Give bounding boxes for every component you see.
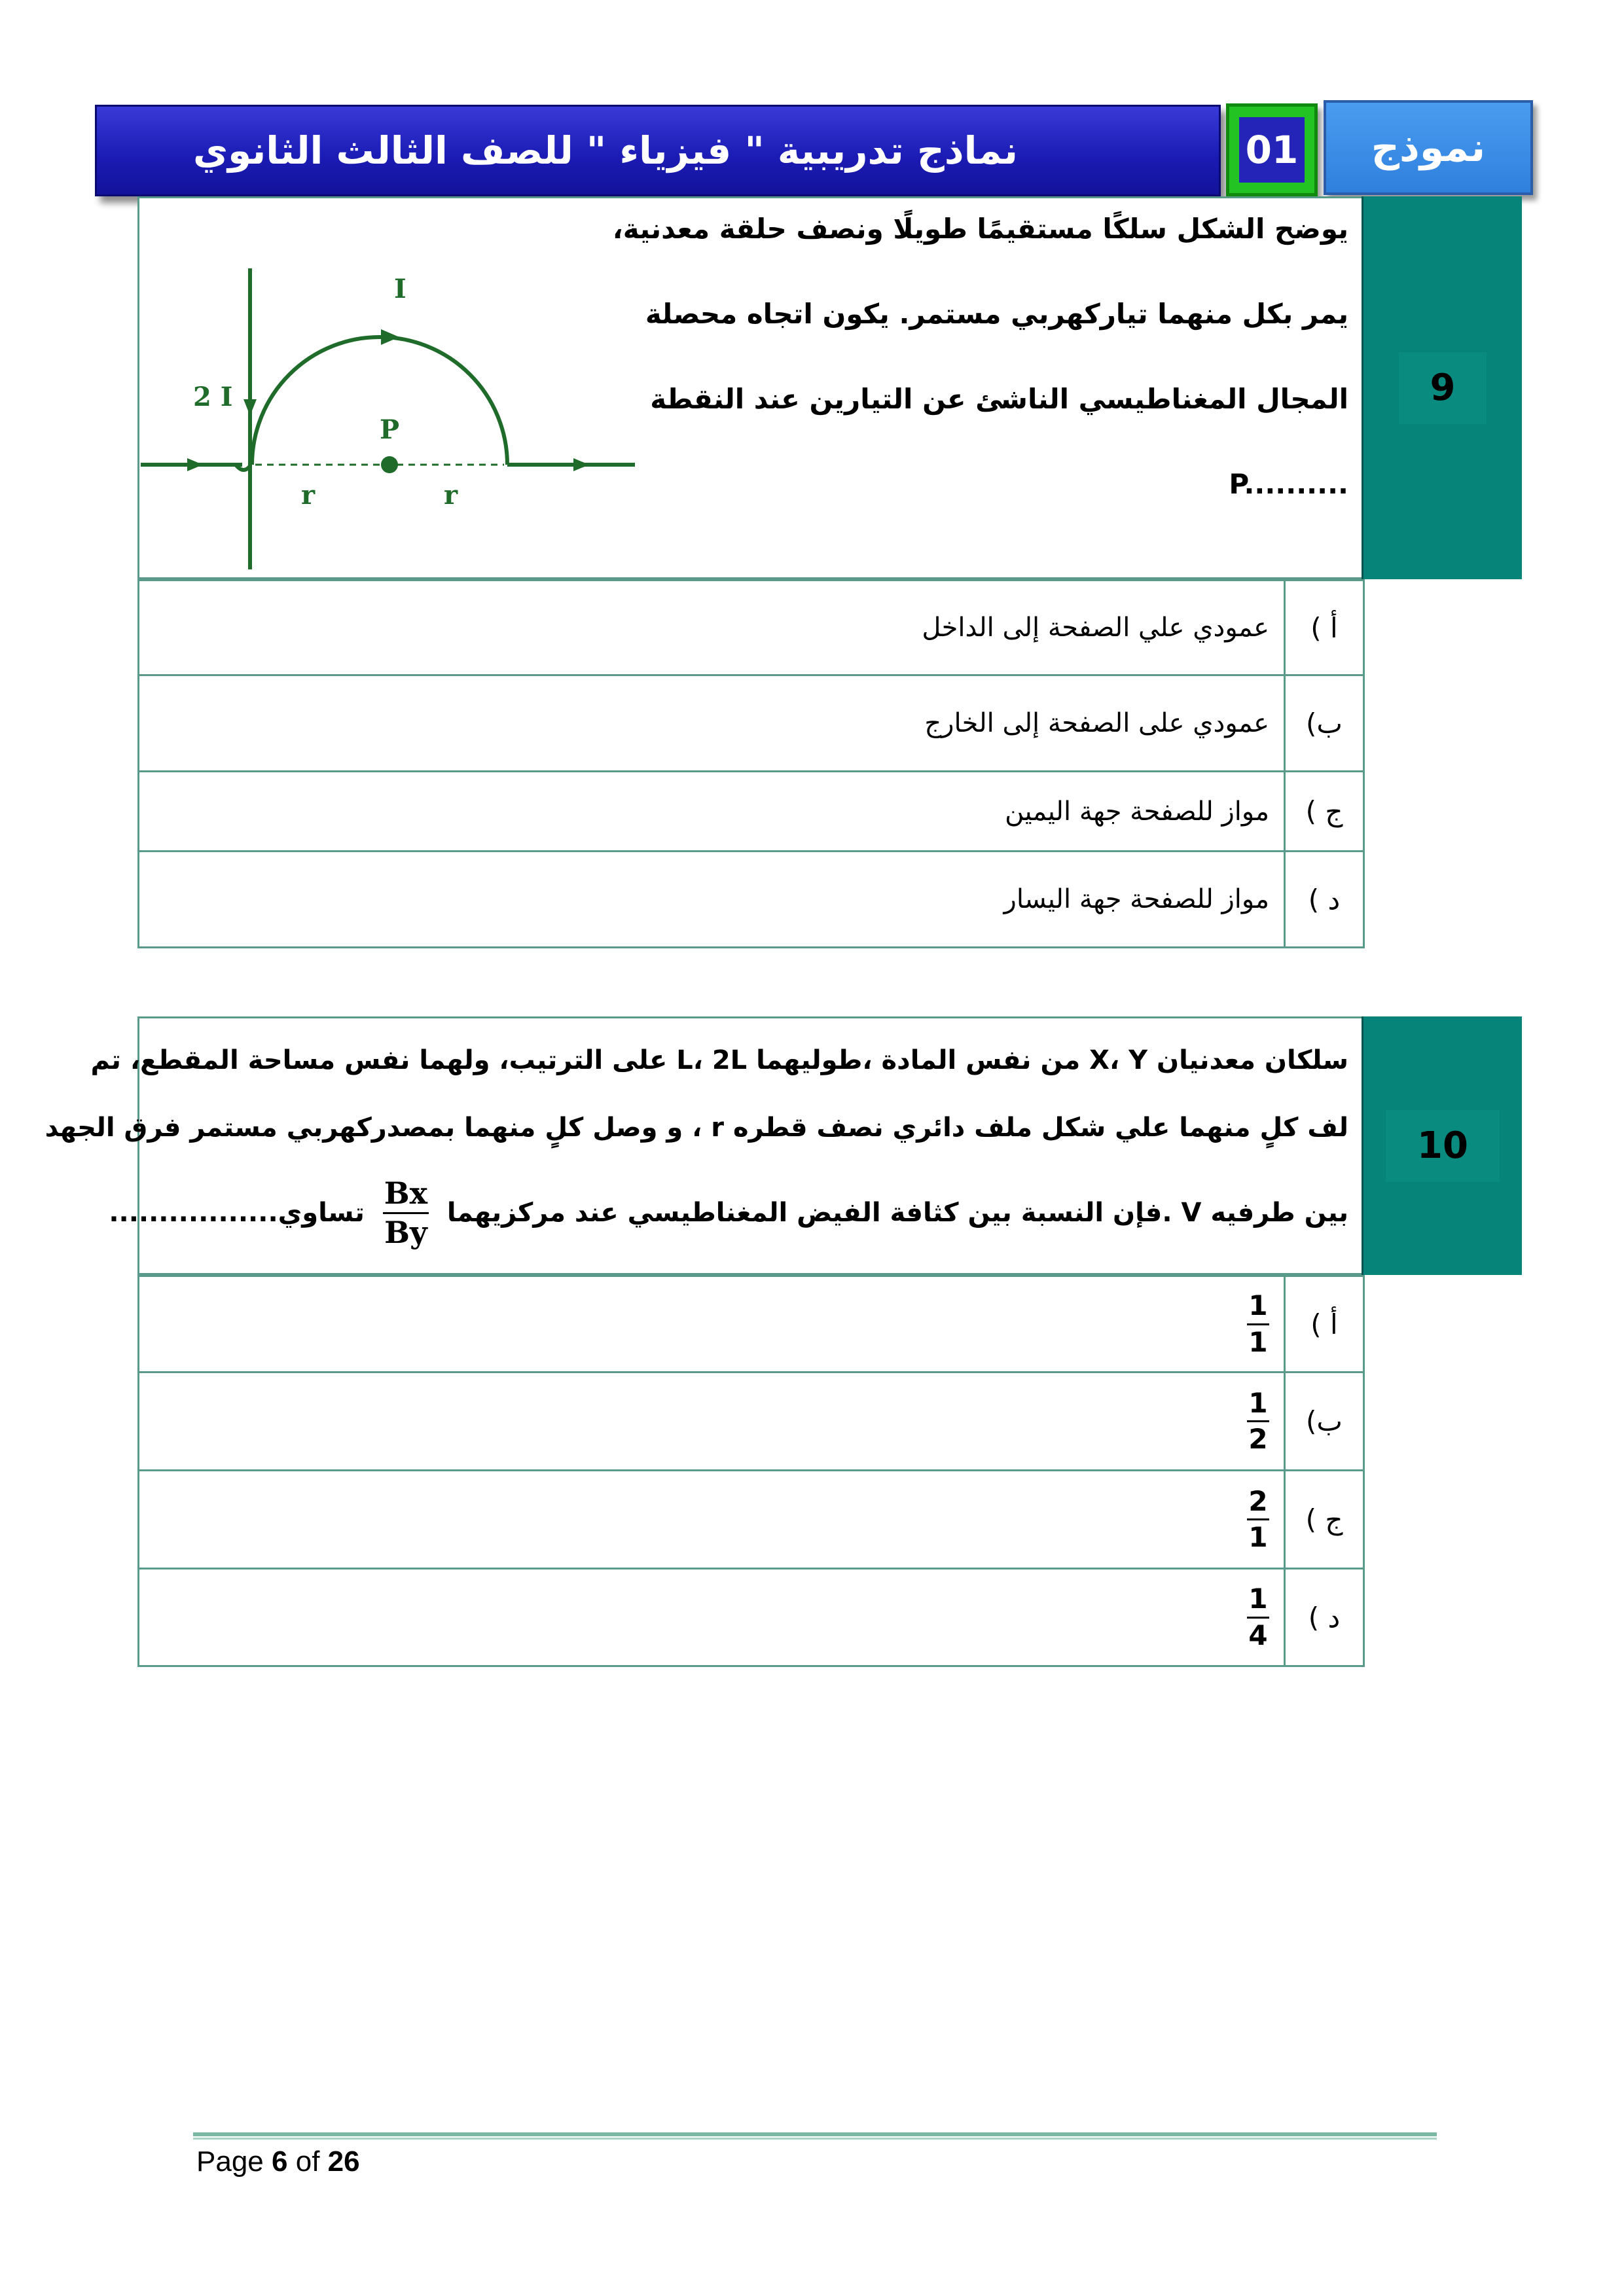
q9-choice-b[interactable]	[137, 674, 1365, 772]
label-radius-left: r	[301, 480, 316, 511]
q10-choice-c-label: ج )	[1284, 1471, 1363, 1568]
label-point-p: P	[380, 414, 400, 445]
arrow-lead-left	[187, 458, 203, 471]
half-ring	[252, 337, 507, 465]
question-9-figure	[137, 255, 648, 576]
question-9-line-1: يوضح الشكل سلكًا مستقيمًا طويلًا ونصف حلقة معدنية،	[612, 213, 1348, 245]
header-title: نماذج تدريبية " فيزياء " للصف الثالث الثانوي	[192, 128, 1019, 173]
question-10-line-1: سلكان معدنيان X، Y من نفس المادة ،طوليهما L، 2L على الترتيب، ولهما نفس مساحة المقطع، تم	[90, 1045, 1348, 1075]
q9-choice-c[interactable]	[137, 770, 1365, 852]
q10-choice-b-label: ب)	[1284, 1373, 1363, 1469]
q10-choice-c[interactable]	[137, 1469, 1365, 1570]
q9-choice-c-text: مواز للصفحة جهة اليمين	[1005, 796, 1269, 827]
model-label-badge	[1324, 100, 1533, 195]
question-10-line-3-post: تساوي.................	[109, 1198, 365, 1228]
q9-choice-a-label: أ )	[1284, 581, 1363, 674]
label-current-wire: 2 I	[193, 382, 233, 412]
arrow-ring	[381, 329, 399, 345]
question-10-text	[45, 1026, 1348, 1268]
page-total: 26	[327, 2145, 360, 2178]
q10-choice-d-fraction: $\frac{1}{4}$	[1247, 1585, 1269, 1649]
question-9-line-3: المجال المغناطيسي الناشئ عن التيارين عند النقطة	[650, 383, 1348, 415]
question-10-line-3-pre: بين طرفيه V .فإن النسبة بين كثافة الفيض المغناطيسي عند مركزيهما	[446, 1198, 1348, 1228]
arrow-wire-down	[244, 399, 257, 416]
q10-choice-d-label: د )	[1284, 1570, 1363, 1665]
q9-choice-a-text: عمودي علي الصفحة إلى الداخل	[922, 613, 1269, 643]
q9-choice-a[interactable]	[137, 579, 1365, 676]
q10-choice-d[interactable]	[137, 1568, 1365, 1667]
q9-choice-b-text: عمودي على الصفحة إلى الخارج	[924, 708, 1269, 738]
question-9-number: 9	[1399, 352, 1487, 424]
question-10-line-3	[109, 1160, 1348, 1265]
q9-choice-d-text: مواز للصفحة جهة اليسار	[1003, 884, 1269, 914]
ratio-denominator: By	[384, 1214, 427, 1250]
model-number-badge	[1226, 103, 1318, 196]
label-current-ring: I	[394, 274, 406, 304]
model-number: 01	[1239, 117, 1305, 183]
footer-rule	[193, 2132, 1437, 2136]
question-9-line-2: يمر بكل منهما تياركهربي مستمر. يكون اتجاه محصلة	[645, 298, 1348, 330]
model-label: نموذج	[1371, 124, 1486, 171]
q10-choice-a-fraction: $\frac{1}{1}$	[1247, 1291, 1269, 1356]
q10-choice-c-fraction: $\frac{2}{1}$	[1247, 1487, 1269, 1552]
page-current: 6	[272, 2145, 288, 2178]
q10-choice-b-fraction: $\frac{1}{2}$	[1247, 1389, 1269, 1454]
q10-choice-a-label: أ )	[1284, 1277, 1363, 1371]
point-p-marker	[381, 456, 398, 473]
page-indicator: Page 6 of 26	[196, 2145, 360, 2178]
q10-choice-a[interactable]	[137, 1275, 1365, 1373]
arrow-lead-right	[573, 458, 589, 471]
question-10-line-2: لف كلٍ منهما علي شكل ملف دائري نصف قطره r ، و وصل كلٍ منهما بمصدركهربي مستمر فرق الجهد	[45, 1113, 1348, 1143]
question-10-number: 10	[1386, 1110, 1500, 1182]
q10-choice-b[interactable]	[137, 1371, 1365, 1471]
wire-crossing-hop	[236, 465, 250, 470]
label-radius-right: r	[444, 480, 458, 511]
question-9-text	[612, 187, 1348, 527]
q9-choice-b-label: ب)	[1284, 676, 1363, 770]
question-10-number-cell	[1362, 1016, 1522, 1275]
ratio-numerator: Bx	[384, 1175, 428, 1211]
footer-rule-thin	[193, 2138, 1437, 2140]
question-9-number-cell	[1362, 196, 1522, 579]
header-title-bar	[95, 105, 1221, 196]
q9-choice-d[interactable]	[137, 850, 1365, 948]
q9-choice-c-label: ج )	[1284, 772, 1363, 850]
ratio-bx-by	[383, 1177, 429, 1248]
q9-choice-d-label: د )	[1284, 852, 1363, 946]
question-9-line-4: P..........	[1229, 468, 1348, 500]
